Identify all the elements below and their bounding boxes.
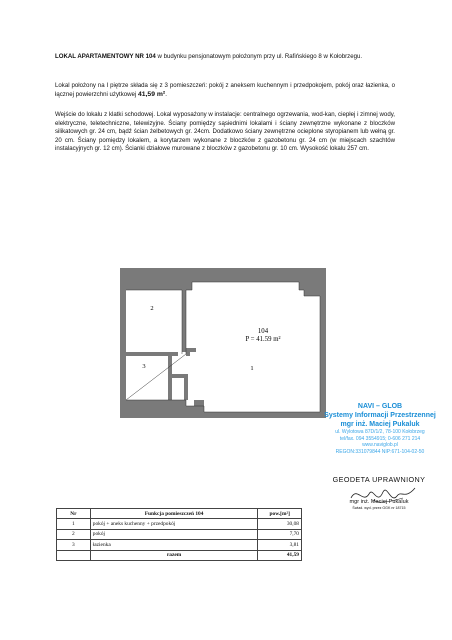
unit-intro bbox=[55, 82, 395, 99]
rooms-table bbox=[56, 508, 302, 561]
surveyor-name: mgr inż. Maciej Pukaluk bbox=[349, 499, 409, 505]
company-website: www.naviglob.pl bbox=[362, 442, 398, 449]
unit-area-label: P = 41.59 m² bbox=[245, 336, 281, 343]
partition-wall bbox=[186, 348, 196, 352]
surveyor-title: GEODETA UPRAWNIONY bbox=[332, 475, 426, 484]
row-nr: 2 bbox=[57, 529, 91, 539]
signature bbox=[343, 480, 423, 510]
row-area: 30,08 bbox=[258, 519, 302, 529]
unit-description: Wejście do lokalu z klatki schodowej. Lokal wyposażony w instalacje: centralnego ogrzewania, wod-kan, ciepłej i zimnej wody, elektryczne, teletechniczne, telewizyjne. Ściany pomiędzy sąsiednimi lokalami i ściany zewnętrzne wykonane z bloczków silikatowych gr. 24 cm, bądź ścian żelbetowych gr. 24cm. Dodatkowo ściany zewnętrzne ocieplone styropianem lub wełną gr. 20 cm. Ściany pomiędzy lokalem, a korytarzem wykonane z bloczków z gazobetonu gr. 24 cm (w miejscach szachtów instalacyjnych gr. 12 cm). Ścianki działowe murowane z bloczków z gazobetonu gr. 10 cm. Wysokość lokalu 257 cm. bbox=[55, 111, 395, 153]
header-nr: Nr bbox=[57, 509, 91, 519]
total-area: 41,59 bbox=[258, 550, 302, 560]
row-function: łazienka bbox=[90, 540, 258, 550]
table-row bbox=[57, 519, 302, 529]
row-nr: 1 bbox=[57, 519, 91, 529]
header-area: pow.[m²] bbox=[258, 509, 302, 519]
table-row bbox=[57, 540, 302, 550]
header-function: Funkcja pomieszczeń 104 bbox=[90, 509, 258, 519]
room-label-2: 2 bbox=[150, 305, 154, 312]
surveyor-license: Świad. wyd. przez GGK nr 18715 bbox=[352, 506, 406, 510]
table-header-row bbox=[57, 509, 302, 519]
room-label-1: 1 bbox=[250, 365, 254, 372]
unit-number-label: 104 bbox=[257, 328, 269, 335]
room-label-3: 3 bbox=[142, 363, 146, 370]
company-ids: REGON:331079844 NIP:671-104-02-50 bbox=[335, 448, 425, 455]
partition-wall bbox=[184, 376, 188, 400]
total-label: razem bbox=[90, 550, 258, 560]
row-area: 7,70 bbox=[258, 529, 302, 539]
unit-location: w budynku pensjonatowym położonym przy ul. Rafińskiego 8 w Kołobrzegu. bbox=[155, 53, 363, 60]
unit-heading bbox=[55, 53, 395, 62]
company-owner: mgr inż. Maciej Pukaluk bbox=[340, 421, 420, 428]
table-row bbox=[57, 529, 302, 539]
company-name: NAVI – GLOB bbox=[357, 403, 403, 410]
row-function: pokój bbox=[90, 529, 258, 539]
outer-wall bbox=[120, 268, 326, 418]
company-stamp bbox=[300, 402, 452, 455]
row-nr: 3 bbox=[57, 540, 91, 550]
unit-title: LOKAL APARTAMENTOWY NR 104 bbox=[55, 53, 156, 60]
intro-end: . bbox=[165, 90, 167, 98]
row-area: 3,81 bbox=[258, 540, 302, 550]
intro-text: Lokal położony na I piętrze składa się z 3 pomieszczeń: pokój z aneksem kuchennym i przedpokojem, pokój oraz łazienka, o łącznej powierzchni użytkowej bbox=[55, 82, 395, 98]
inner-outline bbox=[126, 282, 320, 412]
wall-notch bbox=[194, 400, 204, 406]
company-address: ul. Wylotowa 87D/1/2, 78-100 Kołobrzeg bbox=[335, 429, 425, 435]
company-description: Systemy Informacji Przestrzennej bbox=[324, 412, 436, 419]
total-nr bbox=[57, 550, 91, 560]
table-total-row bbox=[57, 550, 302, 560]
total-area-value: 41,59 m² bbox=[137, 90, 166, 98]
row-function: pokój + aneks kuchenny + przedpokój bbox=[90, 519, 258, 529]
floor-plan bbox=[120, 268, 326, 418]
company-phone: tel/fax. 094 3554915; 0-606 271 214 bbox=[339, 435, 421, 442]
